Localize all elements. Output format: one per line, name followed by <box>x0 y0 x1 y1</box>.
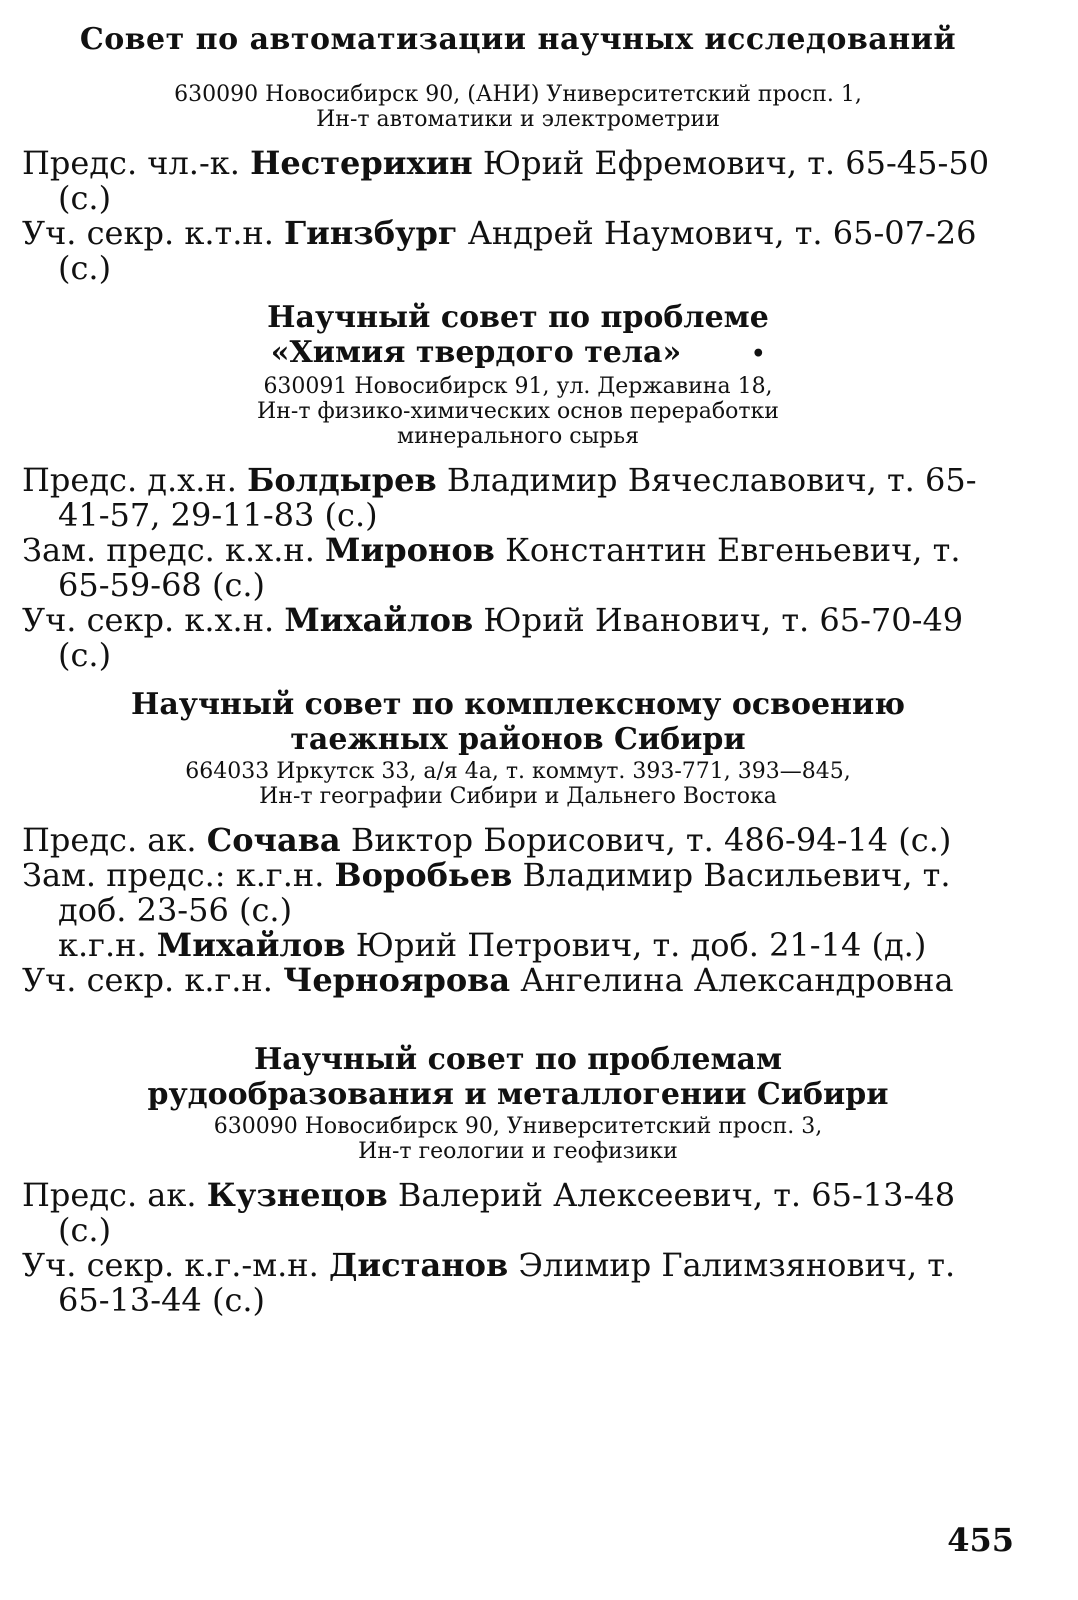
section-title-line: Научный совет по проблеме <box>267 300 769 335</box>
person-surname: Черноярова <box>283 960 511 999</box>
person-details: Валерий Алексеевич, т. 65-13-48 (с.) <box>58 1175 956 1249</box>
person-role: Предс. ак. <box>22 820 207 859</box>
person-entry <box>22 855 1014 929</box>
person-details: Юрий Петрович, т. доб. 21-14 (д.) <box>345 925 927 964</box>
person-role: Уч. секр. к.т.н. <box>22 214 285 252</box>
section-automation-council <box>22 22 1014 286</box>
section-ore-formation <box>22 1042 1014 1318</box>
section-title-line: рудообразования и металлогении Сибири <box>147 1076 889 1112</box>
section-address <box>22 82 1014 132</box>
person-role: Уч. секр. к.х.н. <box>22 600 285 639</box>
person-details: Юрий Ефремович, т. 65-45-50 (с.) <box>58 144 990 217</box>
address-line: 630091 Новосибирск 91, ул. Державина 18, <box>263 373 773 399</box>
person-surname: Миронов <box>325 530 495 569</box>
person-entry <box>22 925 1014 964</box>
section-solid-state-chemistry <box>22 300 1014 673</box>
section-title: Совет по автоматизации научных исследований <box>79 22 957 57</box>
person-role: к.г.н. <box>58 925 157 964</box>
address-line: 630090 Новосибирск 90, (АНИ) Университетский просп. 1, <box>174 82 862 107</box>
person-surname: Сочава <box>206 820 341 859</box>
person-entry <box>22 460 1014 534</box>
person-entry <box>22 1175 1014 1249</box>
person-entry <box>22 146 1014 216</box>
section-title-line: Научный совет по комплексному освоению <box>130 686 906 722</box>
person-surname: Кузнецов <box>206 1175 388 1214</box>
section-title-line: Научный совет по проблемам <box>253 1041 783 1077</box>
section-address <box>22 1114 1014 1164</box>
section-title-line: «Химия твердого тела» • <box>270 335 766 370</box>
person-details: Виктор Борисович, т. 486-94-14 (с.) <box>340 820 952 859</box>
person-role: Предс. д.х.н. <box>22 460 248 499</box>
address-line: 630090 Новосибирск 90, Университетский просп. 3, <box>213 1113 823 1139</box>
address-line: Ин-т автоматики и электрометрии <box>316 107 720 132</box>
section-taiga-regions <box>22 687 1014 998</box>
person-details: Элимир Галимзянович, т. 65-13-44 (с.) <box>58 1245 956 1319</box>
person-role: Предс. чл.-к. <box>22 144 251 182</box>
page-number: 455 <box>947 1521 1014 1559</box>
person-entry <box>22 530 1014 604</box>
section-address <box>22 374 1014 449</box>
person-entry <box>22 1245 1014 1319</box>
person-role: Уч. секр. к.г.н. <box>22 960 284 999</box>
person-surname: Дистанов <box>328 1245 509 1284</box>
person-surname: Гинзбург <box>284 214 458 252</box>
person-surname: Болдырев <box>247 460 437 499</box>
document-page <box>22 22 1014 1318</box>
person-role: Предс. ак. <box>22 1175 207 1214</box>
address-line: 664033 Иркутск 33, а/я 4а, т. коммут. 393-771, 393—845, <box>185 758 851 784</box>
person-role: Зам. предс. к.х.н. <box>22 530 326 569</box>
person-details: Константин Евгеньевич, т. 65-59-68 (с.) <box>58 530 961 604</box>
person-surname: Михайлов <box>156 925 346 964</box>
address-line: Ин-т геологии и геофизики <box>358 1138 678 1164</box>
person-entry <box>22 960 1014 999</box>
section-title-line: таежных районов Сибири <box>290 721 746 757</box>
person-surname: Нестерихин <box>250 144 473 182</box>
person-details: Владимир Васильевич, т. доб. 23-56 (с.) <box>58 855 951 929</box>
section-address <box>22 759 1014 809</box>
person-details: Юрий Иванович, т. 65-70-49 (с.) <box>58 600 964 674</box>
person-entry <box>22 820 1014 859</box>
person-entry <box>22 600 1014 674</box>
person-details: Андрей Наумович, т. 65-07-26 (с.) <box>58 214 977 287</box>
person-surname: Воробьев <box>334 855 513 894</box>
bullet-mark: • <box>751 340 766 367</box>
address-line: минерального сырья <box>396 423 640 449</box>
person-role: Уч. секр. к.г.-м.н. <box>22 1245 329 1284</box>
spacer <box>22 998 1014 1042</box>
address-line: Ин-т географии Сибири и Дальнего Востока <box>259 783 777 809</box>
person-role: Зам. предс.: к.г.н. <box>22 855 335 894</box>
person-entry <box>22 216 1014 286</box>
person-details: Ангелина Александровна <box>510 960 954 999</box>
address-line: Ин-т физико-химических основ переработки <box>257 398 779 424</box>
person-surname: Михайлов <box>284 600 474 639</box>
person-details: Владимир Вячеславович, т. 65-41-57, 29-11-83 (с.) <box>58 460 977 534</box>
